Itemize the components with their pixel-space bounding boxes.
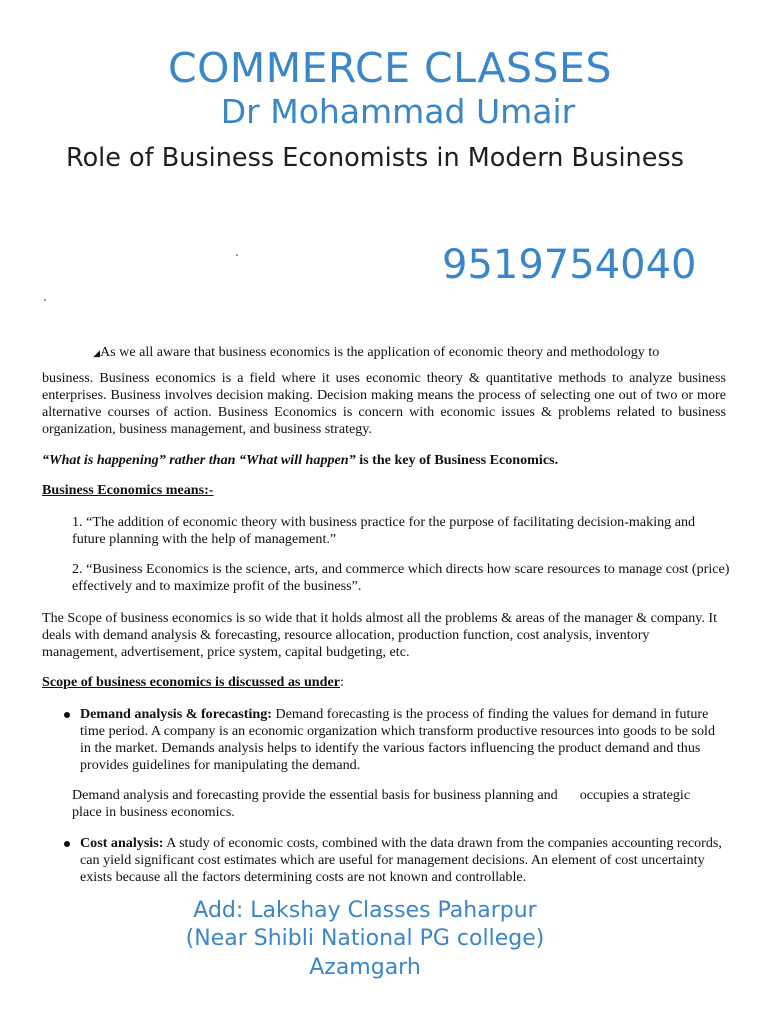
means-heading: Business Economics means:- <box>42 482 214 498</box>
document-subtitle: Role of Business Economists in Modern Business <box>66 143 684 173</box>
address-line: (Near Shibli National PG college) <box>185 926 545 951</box>
bullet-term: Demand analysis & forecasting: <box>80 706 272 722</box>
key-tail: is the key of Business Economics. <box>355 452 559 468</box>
scope-heading-suffix: : <box>339 674 344 690</box>
page-title: COMMERCE CLASSES <box>167 44 612 92</box>
scope-intro-paragraph: The Scope of business economics is so wide that it holds almost all the problems & areas of the manager & company. It deals with demand analysis & forecasting, resource allocation, production function, cost analysis, inventory management, advertisement, price system, capital budgeting, etc. <box>42 610 718 660</box>
demand-note-part-b: occupies a strategic place in business economics. <box>72 787 691 820</box>
demand-note <box>72 787 692 821</box>
demand-note-part-a: Demand analysis and forecasting provide the essential basis for business planning and <box>72 787 558 803</box>
scope-heading <box>42 674 726 691</box>
definition-item: 1. “The addition of economic theory with business practice for the purpose of facilitating decision-making and future planning with the help of management.” <box>72 514 696 547</box>
list-item <box>80 706 726 774</box>
author-name: Dr Mohammad Umair <box>220 92 576 131</box>
address-line: Azamgarh <box>309 955 421 980</box>
intro-first-text: As we all aware that business economics is the application of economic theory and methodology to <box>100 344 660 360</box>
key-quote: “What is happening” rather than “What will happen” <box>42 452 356 468</box>
list-item <box>80 835 726 886</box>
intro-first-line <box>42 344 732 362</box>
bullet-icon <box>64 841 70 847</box>
scan-speck <box>236 254 238 256</box>
address-line: Add: Lakshay Classes Paharpur <box>193 898 537 923</box>
paragraph-marker-icon: ◢ <box>93 348 100 358</box>
key-statement <box>42 452 726 469</box>
scope-heading-text: Scope of business economics is discussed as under <box>42 674 340 690</box>
scan-speck <box>44 299 46 301</box>
bullet-icon <box>64 712 70 718</box>
definition-item: 2. “Business Economics is the science, arts, and commerce which directs how scare resources to manage cost (price) effectively and to maximize profit of the business”. <box>72 561 730 594</box>
bullet-term: Cost analysis: <box>80 835 164 851</box>
phone-number: 9519754040 <box>442 242 697 288</box>
bullet-text: A study of economic costs, combined with the data drawn from the companies accounting records, can yield significant cost estimates which are useful for management decisions. An element of cost uncertainty exists because all the factors determining costs are not known and controllable. <box>80 835 722 885</box>
intro-paragraph: business. Business economics is a field where it uses economic theory & quantitative methods to analyze business enterprises. Business involves decision making. Decision making means the process of selecting one out of two or more alternative courses of action. Business Economics is concern with economic issues & problems related to business organization, business management, and business strategy. <box>42 370 726 437</box>
bullet-text: Demand forecasting is the process of finding the values for demand in future time period. A company is an economic organization which transform productive resources into goods to be sold in the market. Demands analysis helps to identify the various factors influencing the product demand and thus provides guidelines for manipulating the demand. <box>80 706 715 773</box>
